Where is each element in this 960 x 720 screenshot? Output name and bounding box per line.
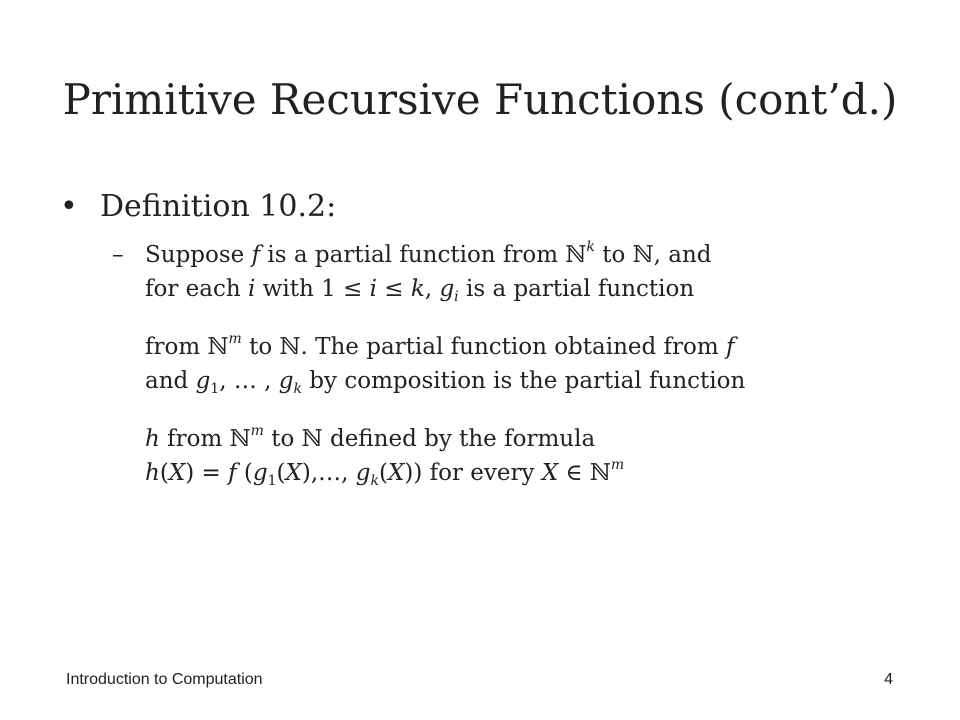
footer-course-title: Introduction to Computation — [66, 671, 263, 688]
definition-line-3: from ℕ$^m$ to ℕ. The partial function obtained from f — [145, 331, 735, 360]
definition-line-5: h from ℕ$^m$ to ℕ defined by the formula — [145, 423, 596, 452]
slide-title: Primitive Recursive Functions (cont’d.) — [62, 75, 898, 124]
sub-bullet-marker: – — [112, 242, 124, 268]
bullet-marker: • — [60, 189, 78, 224]
definition-formula: h(X) = f ($g_1(X),\dots$, $g_k(X)$) for every X ∈ ℕ$^m$ — [145, 457, 625, 489]
definition-line-1: Suppose f is a partial function from ℕ$^k$ to ℕ, and — [145, 239, 712, 268]
bullet-definition — [60, 187, 336, 227]
bullet-label: Definition 10.2: — [100, 189, 337, 224]
footer-page-number: 4 — [884, 671, 893, 688]
definition-line-2: for each i with 1 ≤ i ≤ k, $g_i$ is a partial function — [145, 276, 695, 305]
definition-line-4: and $g_1$, … , $g_k$ by composition is the partial function — [145, 368, 746, 397]
